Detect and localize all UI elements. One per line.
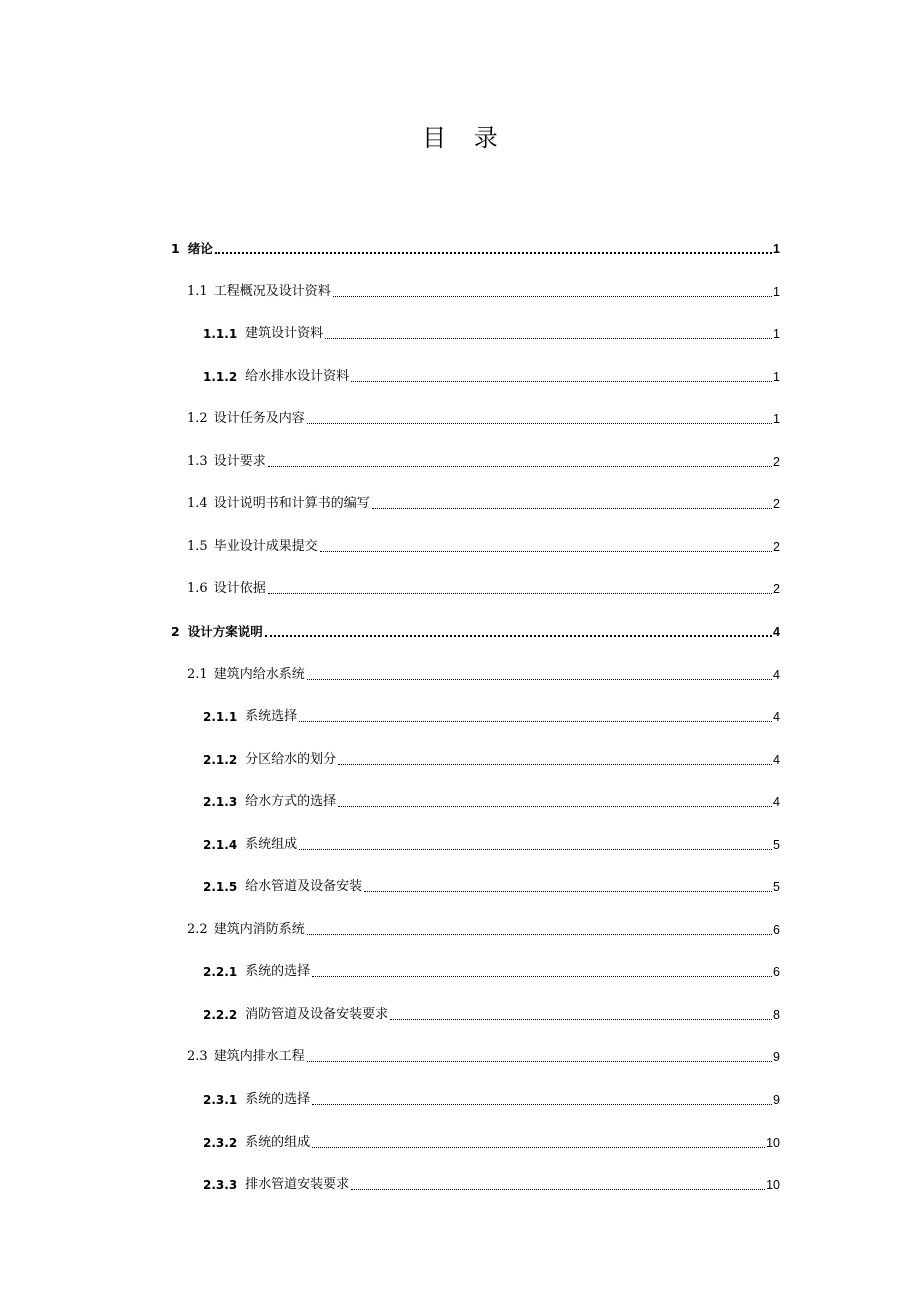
toc-entry-number: 2.1.3: [203, 795, 238, 810]
toc-entry-number: 1: [171, 241, 180, 256]
toc-entry[interactable]: [187, 535, 780, 555]
toc-entry-page: 9: [773, 1093, 780, 1107]
toc-entry[interactable]: [203, 1003, 780, 1023]
toc-dot-leader: [307, 422, 772, 424]
toc-dot-leader: [338, 805, 772, 807]
toc-entry-title: 设计依据: [213, 581, 266, 597]
toc-entry[interactable]: [203, 365, 780, 385]
toc-entry-page: 5: [773, 880, 780, 895]
toc-dot-leader: [312, 1146, 765, 1148]
toc-entry-number: 2.2.2: [203, 1007, 238, 1022]
toc-dot-leader: [299, 720, 772, 722]
toc-dot-leader: [351, 380, 772, 382]
toc-entry-number: 2.1.2: [203, 752, 238, 767]
toc-entry-page: 6: [773, 965, 780, 980]
toc-entry-number: 1.2: [187, 411, 208, 427]
toc-entry-title: 消防管道及设备安装要求: [245, 1006, 389, 1022]
toc-entry-page: 4: [773, 752, 780, 767]
toc-entry-title: 设计要求: [213, 453, 266, 469]
toc-dot-leader: [333, 295, 772, 297]
toc-entry-title: 分区给水的划分: [245, 751, 337, 767]
toc-entry-page: 1: [773, 284, 780, 299]
toc-entry-number: 2.2: [187, 921, 208, 937]
toc-entry[interactable]: [203, 1131, 780, 1151]
toc-entry-page: 1: [773, 327, 780, 342]
toc-entry-number: 2.1.5: [203, 880, 238, 895]
toc-dot-leader: [351, 1188, 765, 1190]
toc-entry[interactable]: [187, 407, 780, 427]
toc-entry-number: 2.3.3: [203, 1178, 238, 1193]
toc-entry-number: 1.6: [187, 581, 208, 597]
toc-entry-number: 2.1.1: [203, 710, 238, 725]
toc-entry[interactable]: [187, 663, 780, 683]
toc-dot-leader: [268, 592, 772, 594]
toc-entry-page: 9: [773, 1050, 780, 1065]
toc-entry-number: 2.1.4: [203, 837, 238, 852]
toc-entry-number: 2.3.2: [203, 1135, 238, 1150]
toc-entry[interactable]: [187, 450, 780, 470]
toc-dot-leader: [372, 507, 772, 509]
toc-entry-number: 1.1.2: [203, 369, 238, 384]
toc-dot-leader: [320, 550, 772, 552]
toc-dot-leader: [307, 933, 772, 935]
toc-entry-number: 2.3.1: [203, 1093, 238, 1107]
toc-entry[interactable]: [203, 705, 780, 725]
toc-entry-title: 毕业设计成果提交: [213, 538, 318, 554]
toc-entry-number: 2.3: [187, 1049, 208, 1065]
toc-entry-title: 系统的选择: [245, 1092, 311, 1107]
toc-dot-leader: [307, 678, 772, 680]
toc-entry-page: 4: [773, 667, 780, 682]
toc-entry-page: 10: [766, 1135, 780, 1150]
toc-entry-title: 排水管道安装要求: [245, 1177, 350, 1193]
toc-entry-page: 2: [773, 539, 780, 554]
toc-entry-title: 设计方案说明: [187, 623, 263, 639]
toc-entry-page: 10: [766, 1178, 780, 1193]
toc-entry-title: 给水管道及设备安装: [245, 879, 363, 895]
toc-dot-leader: [312, 975, 772, 977]
toc-entry-title: 建筑设计资料: [245, 326, 324, 342]
toc-entry-page: 2: [773, 454, 780, 469]
toc-entry[interactable]: [203, 790, 780, 810]
toc-dot-leader: [338, 763, 772, 765]
toc-entry-page: 8: [773, 1007, 780, 1022]
toc-entry[interactable]: [203, 875, 780, 895]
toc-entry-title: 建筑内消防系统: [213, 921, 305, 937]
toc-entry-page: 4: [773, 624, 780, 639]
toc-entry-number: 1.4: [187, 496, 208, 512]
toc-entry-page: 2: [773, 497, 780, 512]
toc-entry[interactable]: [187, 492, 780, 512]
toc-entry[interactable]: [203, 748, 780, 768]
toc-entry-title: 绪论: [187, 241, 213, 256]
toc-dot-leader: [312, 1103, 772, 1105]
toc-entry-title: 给水方式的选择: [245, 794, 337, 810]
toc-entry-title: 建筑内排水工程: [213, 1049, 305, 1065]
toc-entry-title: 系统的组成: [245, 1134, 311, 1150]
toc-entry-page: 5: [773, 837, 780, 852]
toc-entry-number: 1.1.1: [203, 327, 238, 342]
toc-dot-leader: [364, 890, 772, 892]
toc-entry-number: 2.2.1: [203, 965, 238, 980]
toc-entry-page: 6: [773, 922, 780, 937]
toc-entry[interactable]: [187, 918, 780, 938]
toc-entry[interactable]: [203, 1173, 780, 1193]
toc-entry[interactable]: [171, 237, 780, 257]
toc-entry-number: 1.3: [187, 453, 208, 469]
toc-entry[interactable]: [203, 1088, 780, 1108]
toc-dot-leader: [390, 1018, 772, 1020]
toc-entry-page: 1: [773, 412, 780, 427]
toc-dot-leader: [215, 251, 772, 254]
toc-entry-title: 设计说明书和计算书的编写: [213, 496, 370, 512]
toc-entry-title: 建筑内给水系统: [213, 666, 305, 682]
toc-entry[interactable]: [203, 960, 780, 980]
toc-entry-number: 1.1: [187, 283, 208, 299]
toc-entry-page: 1: [773, 242, 780, 256]
toc-entry-page: 4: [773, 795, 780, 810]
toc-entry-page: 2: [773, 582, 780, 597]
toc-dot-leader: [268, 465, 772, 467]
toc-entry-title: 系统选择: [245, 709, 298, 725]
toc-entry[interactable]: [203, 833, 780, 853]
toc-entry-title: 给水排水设计资料: [245, 368, 350, 384]
toc-entry[interactable]: [187, 577, 780, 597]
toc-entry-title: 系统的选择: [245, 964, 311, 980]
toc-entry-number: 1.5: [187, 538, 208, 554]
toc-entry[interactable]: [171, 620, 780, 640]
toc-entry-number: 2: [171, 623, 180, 639]
toc-entry-page: 4: [773, 710, 780, 725]
toc-entry-title: 系统组成: [245, 836, 298, 852]
toc-dot-leader: [299, 848, 772, 850]
toc-dot-leader: [325, 337, 772, 339]
toc-dot-leader: [307, 1060, 772, 1062]
toc-entry-page: 1: [773, 369, 780, 384]
toc-entry-title: 工程概况及设计资料: [213, 283, 331, 299]
toc-entry[interactable]: [187, 280, 780, 300]
toc-entry[interactable]: [203, 322, 780, 342]
toc-title: 目 录: [422, 124, 508, 152]
toc-entry-number: 2.1: [187, 666, 208, 682]
toc-entry[interactable]: [187, 1045, 780, 1065]
toc-entry-title: 设计任务及内容: [213, 411, 305, 427]
toc-dot-leader: [265, 634, 772, 637]
